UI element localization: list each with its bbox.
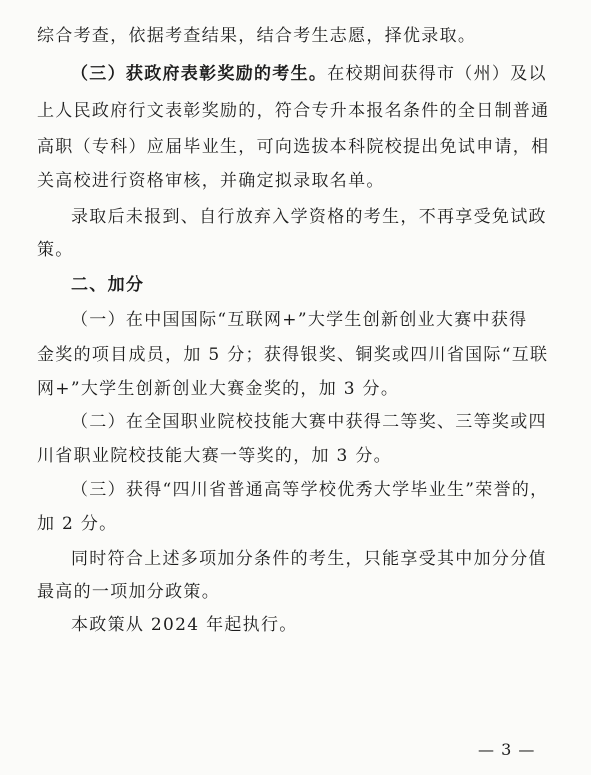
line-text: 金奖的项目成员，加 5 分；获得银奖、铜奖或四川省国际“互联 xyxy=(37,345,549,365)
heading-text: 二、加分 xyxy=(71,275,145,295)
paragraph-line xyxy=(37,377,399,401)
paragraph-line xyxy=(71,478,548,502)
paragraph-line xyxy=(37,343,548,367)
line-text: 策。 xyxy=(37,240,74,260)
paragraph-line xyxy=(37,580,220,604)
paragraph-line xyxy=(71,410,547,434)
paragraph-line xyxy=(71,205,547,229)
line-text: 川省职业院校技能大赛一等奖的，加 3 分。 xyxy=(37,446,392,466)
page-number: — 3 — xyxy=(478,740,536,759)
line-text: 最高的一项加分政策。 xyxy=(37,582,220,602)
line-text: 录取后未报到、自行放弃入学资格的考生，不再享受免试政 xyxy=(71,207,547,227)
line-text: （二）在全国职业院校技能大赛中获得二等奖、三等奖或四 xyxy=(71,412,547,432)
paragraph-line xyxy=(37,99,549,123)
line-text: 综合考查，依据考查结果，结合考生志愿，择优录取。 xyxy=(37,26,477,46)
subsection-title: （三）获政府表彰奖励的考生。 xyxy=(71,64,328,84)
line-text: （三）获得“四川省普通高等学校优秀大学毕业生”荣誉的， xyxy=(71,480,549,500)
paragraph-line xyxy=(71,547,547,571)
paragraph-line xyxy=(37,24,476,48)
paragraph-line xyxy=(37,444,392,468)
line-text: 高职（专科）应届毕业生，可向选拔本科院校提出免试申请，相 xyxy=(37,137,550,157)
line-text: 本政策从 2024 年起执行。 xyxy=(71,615,298,635)
paragraph-line xyxy=(71,308,527,332)
line-text: （一）在中国国际“互联网+”大学生创新创业大赛中获得 xyxy=(71,310,528,330)
paragraph-line xyxy=(71,613,298,637)
line-text: 加 2 分。 xyxy=(37,514,118,534)
section-heading xyxy=(71,273,144,297)
paragraph-line xyxy=(37,169,385,193)
paragraph-line xyxy=(37,238,74,262)
line-text: 上人民政府行文表彰奖励的，符合专升本报名条件的全日制普通 xyxy=(37,101,550,121)
paragraph-line xyxy=(71,62,547,86)
line-text: 关高校进行资格审核，并确定拟录取名单。 xyxy=(37,171,385,191)
paragraph-line xyxy=(37,135,549,159)
line-text: 同时符合上述多项加分条件的考生，只能享受其中加分分值 xyxy=(71,549,547,569)
line-text: 网+”大学生创新创业大赛金奖的，加 3 分。 xyxy=(37,379,400,399)
line-text: 在校期间获得市（州）及以 xyxy=(327,64,547,84)
paragraph-line xyxy=(37,512,117,536)
